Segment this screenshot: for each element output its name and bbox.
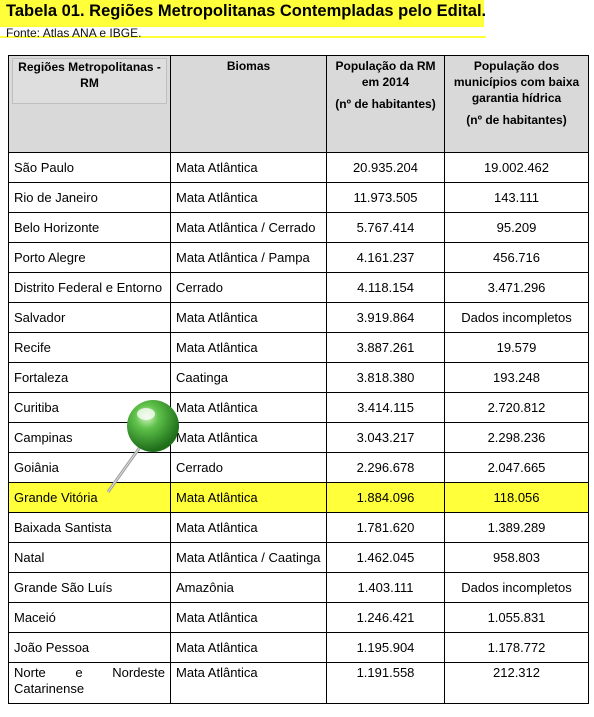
cell-rm: Baixada Santista — [9, 513, 171, 543]
cell-pop-baixa: 2.720.812 — [445, 393, 589, 423]
cell-bioma: Cerrado — [171, 273, 327, 303]
table-row — [9, 393, 589, 423]
cell-rm: Belo Horizonte — [9, 213, 171, 243]
cell-pop-baixa: 118.056 — [445, 483, 589, 513]
cell-rm: João Pessoa — [9, 633, 171, 663]
green-map-pin-icon — [100, 398, 190, 498]
cell-rm: Salvador — [9, 303, 171, 333]
cell-rm: Grande São Luís — [9, 573, 171, 603]
table-row — [9, 513, 589, 543]
table-row — [9, 153, 589, 183]
cell-bioma: Mata Atlântica — [171, 513, 327, 543]
table-row — [9, 333, 589, 363]
cell-bioma: Cerrado — [171, 453, 327, 483]
cell-pop-baixa: 1.055.831 — [445, 603, 589, 633]
table-row — [9, 573, 589, 603]
table-header-row — [9, 56, 589, 153]
cell-bioma: Amazônia — [171, 573, 327, 603]
table-row — [9, 273, 589, 303]
cell-bioma: Mata Atlântica / Cerrado — [171, 213, 327, 243]
table-row — [9, 243, 589, 273]
cell-pop-baixa: 958.803 — [445, 543, 589, 573]
cell-pop-baixa: 456.716 — [445, 243, 589, 273]
cell-bioma: Mata Atlântica — [171, 183, 327, 213]
cell-bioma: Mata Atlântica — [171, 303, 327, 333]
cell-rm: Fortaleza — [9, 363, 171, 393]
table-row — [9, 363, 589, 393]
header-pop-baixa: População dos municípios com baixa garantia hídrica (nº de habitantes) — [445, 56, 589, 153]
table-row — [9, 603, 589, 633]
cell-rm: Campinas — [9, 423, 171, 453]
cell-pop: 3.414.115 — [327, 393, 445, 423]
cell-pop: 1.781.620 — [327, 513, 445, 543]
cell-pop: 1.195.904 — [327, 633, 445, 663]
cell-bioma: Mata Atlântica / Caatinga — [171, 543, 327, 573]
cell-pop-baixa: 193.248 — [445, 363, 589, 393]
table-row — [9, 453, 589, 483]
cell-rm: Distrito Federal e Entorno — [9, 273, 171, 303]
cell-bioma: Mata Atlântica — [171, 333, 327, 363]
cell-bioma: Mata Atlântica — [171, 603, 327, 633]
cell-bioma: Mata Atlântica — [171, 633, 327, 663]
table-row — [9, 543, 589, 573]
cell-pop: 3.818.380 — [327, 363, 445, 393]
cell-pop: 11.973.505 — [327, 183, 445, 213]
cell-rm: Recife — [9, 333, 171, 363]
metro-regions-table — [8, 55, 589, 704]
table-row — [9, 483, 589, 513]
cell-pop: 2.296.678 — [327, 453, 445, 483]
cell-pop: 1.191.558 — [327, 663, 445, 704]
cell-pop: 5.767.414 — [327, 213, 445, 243]
header-biomas: Biomas — [171, 56, 327, 153]
cell-rm: Curitiba — [9, 393, 171, 423]
table-row-last — [9, 663, 589, 704]
cell-pop-baixa: 1.178.772 — [445, 633, 589, 663]
cell-pop: 1.884.096 — [327, 483, 445, 513]
cell-pop: 3.043.217 — [327, 423, 445, 453]
cell-rm: Rio de Janeiro — [9, 183, 171, 213]
source-note: Fonte: Atlas ANA e IBGE. — [6, 26, 142, 40]
cell-rm: Goiânia — [9, 453, 171, 483]
cell-rm: Maceió — [9, 603, 171, 633]
table-row — [9, 213, 589, 243]
cell-pop: 4.118.154 — [327, 273, 445, 303]
cell-pop-baixa: 143.111 — [445, 183, 589, 213]
cell-pop-baixa: 3.471.296 — [445, 273, 589, 303]
table-row — [9, 423, 589, 453]
cell-pop-baixa: 212.312 — [445, 663, 589, 704]
cell-pop-baixa: 19.002.462 — [445, 153, 589, 183]
cell-rm: Grande Vitória — [9, 483, 171, 513]
cell-bioma: Mata Atlântica — [171, 153, 327, 183]
cell-pop: 4.161.237 — [327, 243, 445, 273]
table-row — [9, 183, 589, 213]
cell-pop-baixa: 2.047.665 — [445, 453, 589, 483]
header-rm: Regiões Metropolitanas - RM — [9, 56, 171, 153]
cell-pop: 1.403.111 — [327, 573, 445, 603]
table-row — [9, 633, 589, 663]
table-row — [9, 303, 589, 333]
cell-rm: São Paulo — [9, 153, 171, 183]
cell-pop: 1.246.421 — [327, 603, 445, 633]
cell-pop-baixa: 19.579 — [445, 333, 589, 363]
header-pop-rm: População da RM em 2014 (nº de habitantes) — [327, 56, 445, 153]
cell-bioma: Mata Atlântica — [171, 393, 327, 423]
cell-pop: 1.462.045 — [327, 543, 445, 573]
cell-rm: Natal — [9, 543, 171, 573]
cell-rm: Porto Alegre — [9, 243, 171, 273]
cell-bioma: Mata Atlântica — [171, 423, 327, 453]
cell-pop: 3.887.261 — [327, 333, 445, 363]
cell-rm: Norte e Nordeste Catarinense — [9, 663, 171, 704]
cell-pop-baixa: Dados incompletos — [445, 303, 589, 333]
cell-bioma: Caatinga — [171, 363, 327, 393]
cell-bioma: Mata Atlântica — [171, 663, 327, 704]
cell-pop: 20.935.204 — [327, 153, 445, 183]
cell-pop-baixa: 95.209 — [445, 213, 589, 243]
cell-pop-baixa: 2.298.236 — [445, 423, 589, 453]
cell-bioma: Mata Atlântica / Pampa — [171, 243, 327, 273]
cell-pop-baixa: Dados incompletos — [445, 573, 589, 603]
page-title: Tabela 01. Regiões Metropolitanas Contempladas pelo Edital. — [6, 2, 487, 20]
cell-pop-baixa: 1.389.289 — [445, 513, 589, 543]
cell-pop: 3.919.864 — [327, 303, 445, 333]
cell-bioma: Mata Atlântica — [171, 483, 327, 513]
